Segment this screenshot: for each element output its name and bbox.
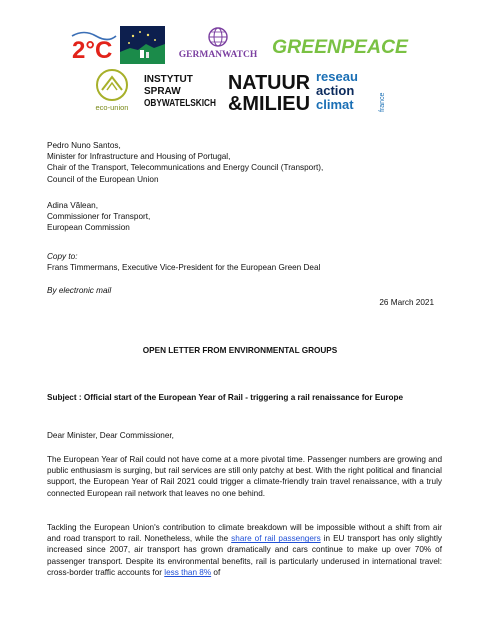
logo-2c-text: 2°C (72, 37, 113, 64)
logo-eco-union (90, 66, 136, 117)
paragraph-2-part-1: Tackling the European Union's contribution to climate breakdown will be impossible without a shift from air and road transport to rail. Nonetheless, while the (47, 523, 442, 544)
letter-subject (47, 392, 420, 403)
logo-natuur-line-1: NATUUR (228, 72, 311, 94)
by-electronic-mail: By electronic mail (47, 286, 112, 295)
subject-text: Subject : Official start of the European Year of Rail - triggering a rail renaissance for Europe (47, 393, 404, 402)
paragraph-2 (47, 522, 442, 578)
recipient-2-line-2: Commissioner for Transport, (47, 212, 151, 222)
salutation (47, 430, 442, 441)
logo-instytut (144, 72, 220, 117)
logo-2c (70, 30, 118, 69)
copy-to-label: Copy to: (47, 252, 78, 261)
recipient-2 (47, 200, 442, 234)
link-share-of-rail-passengers[interactable]: share of rail passengers (231, 534, 321, 544)
paragraph-1 (47, 454, 442, 499)
date-text: 26 March 2021 (379, 298, 434, 307)
copy-to (47, 251, 442, 273)
copy-to-text: Frans Timmermans, Executive Vice-President for the European Green Deal (47, 263, 321, 273)
logo-rac-line-2: action (316, 83, 355, 98)
paragraph-1-text: The European Year of Rail could not have come at a more pivotal time. Passenger numbers are growing and public enthusiasm is surging, but rail services are still only patchy at best. With the right political and financial support, the European Year of Rail 2021 could trigger a climate-friendly train travel renaissance, with a truly connected European rail network that leaves no one behind. (47, 455, 442, 498)
recipient-2-name: Adina Vălean, (47, 201, 98, 210)
logo-rac-france (314, 68, 388, 119)
paragraph-2-part-3: of (211, 567, 221, 577)
recipient-2-line-3: European Commission (47, 223, 130, 233)
recipient-1-name: Pedro Nuno Santos, (47, 141, 121, 150)
logo-germanwatch (172, 26, 264, 67)
recipient-1-line-3: Chair of the Transport, Telecommunications and Energy Council (Transport), (47, 163, 324, 173)
logo-eco-union-text: eco-union (95, 103, 129, 112)
logo-rac-line-4: france (379, 92, 386, 112)
paragraph-2-text (47, 522, 442, 578)
logo-germanwatch-text: GERMANWATCH (178, 50, 258, 60)
logo-rac-line-1: reseau (316, 69, 358, 84)
letter-date (47, 297, 434, 308)
logo-greenpeace (272, 34, 412, 63)
logo-night-city (120, 26, 165, 69)
logo-isp-line-3: OBYWATELSKICH (144, 98, 216, 109)
link-less-than-8-percent[interactable]: less than 8% (164, 567, 212, 577)
salutation-text: Dear Minister, Dear Commissioner, (47, 431, 174, 440)
logo-rac-line-3: climat (316, 97, 354, 112)
heading-text: OPEN LETTER FROM ENVIRONMENTAL GROUPS (142, 346, 338, 355)
logo-greenpeace-text: GREENPEACE (272, 37, 410, 58)
logo-isp-line-2: SPRAW (144, 86, 181, 97)
logo-isp-line-1: INSTYTUT (144, 74, 193, 85)
paragraph-2-part-2: in EU transport has only slightly increased since 2007, air transport has grown dramatically and cars continue to make up over 70% of passenger transport. Despite its environmental benefits, rail is particularly underused in international travel: cross-border traffic accounts for (47, 534, 442, 577)
logo-natuur-line-2: &MILIEU (228, 93, 310, 115)
recipient-1-line-4: Council of the European Union (47, 174, 159, 184)
letter-heading (47, 345, 433, 356)
recipient-1 (47, 140, 442, 185)
recipient-1-line-2: Minister for Infrastructure and Housing of Portugal, (47, 152, 231, 162)
logo-natuur-milieu (228, 70, 312, 119)
delivery-note (47, 285, 442, 296)
